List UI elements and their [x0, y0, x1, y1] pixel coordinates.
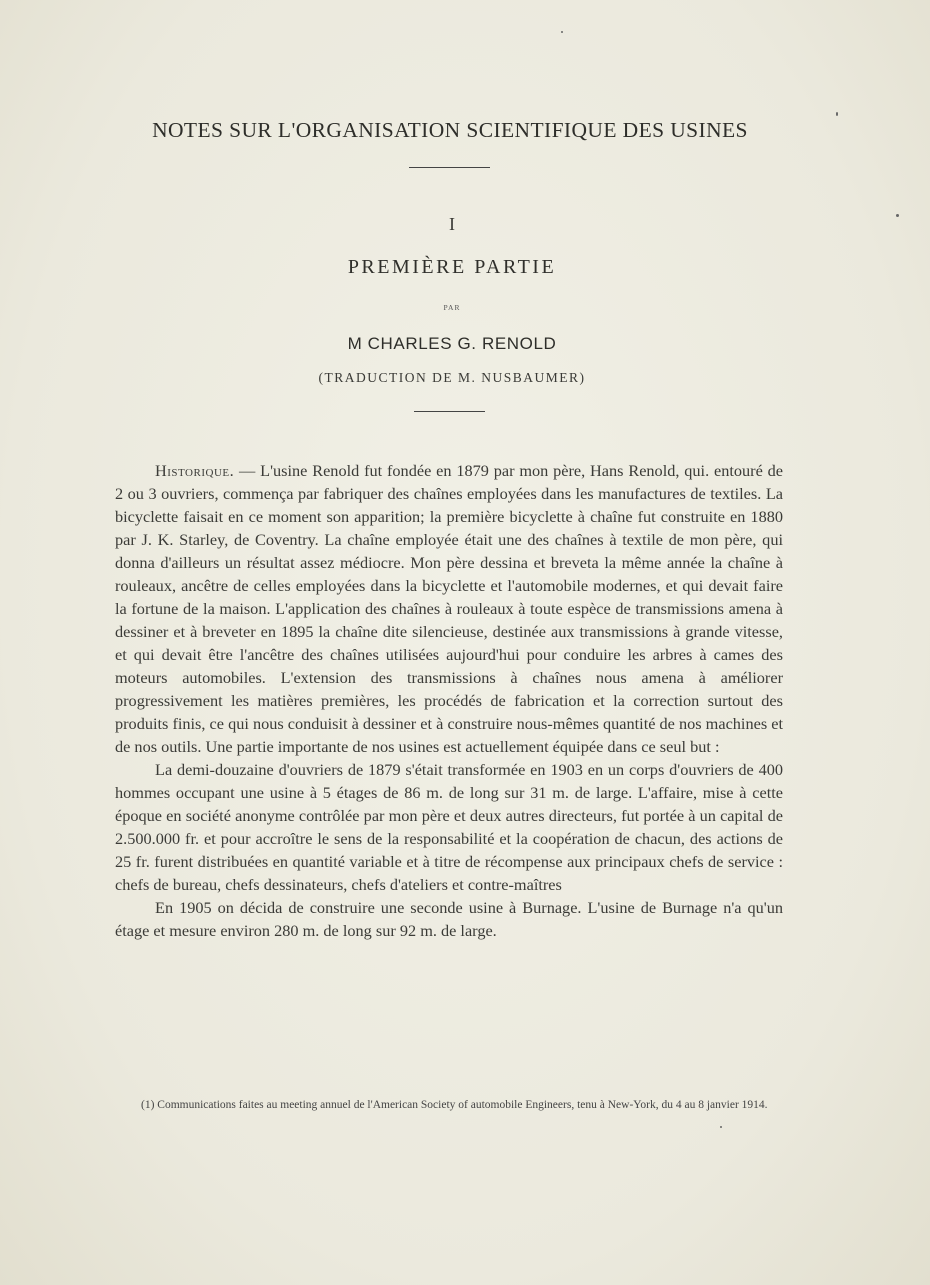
paragraph-1905 — [115, 896, 783, 942]
scan-speck — [561, 31, 563, 33]
section-number: I — [449, 214, 455, 234]
paragraph-text: — L'usine Renold fut fondée en 1879 par mon père, Hans Renold, qui. entouré de 2 ou 3 ouvriers, commença par fabriquer des chaînes employées dans les manufactures de textiles. La bicyclette faisait en ce moment son apparition; la première bicyclette à chaîne fut construite en 1880 par J. K. Starley, de Coventry. La chaîne employée était une des chaînes à textile de mon père, qui donna d'ailleurs un résultat assez médiocre. Mon père dessina et breveta la même année la chaîne à rouleaux, ancêtre de celles employées dans la bicyclette et l'automobile modernes, et qui devait faire la fortune de la maison. L'application des chaînes à rouleaux à toute espèce de transmissions amena à dessiner et à breveter en 1895 la chaîne dite silencieuse, destinée aux transmissions à grande vitesse, et qui devait être l'ancêtre des chaînes utilisées aujourd'hui pour conduire les arbres à cames des moteurs automobiles. L'extension des transmissions à chaînes nous amena à améliorer progressivement les matières premières, les procédés de fabrication et la correction surtout des produits finis, ce qui nous conduisit à dessiner et à construire nous-mêmes quantité de nos machines et de nos outils. Une partie importante de nos usines est actuellement équipée dans ce seul but : — [115, 461, 783, 756]
footnote — [115, 1097, 783, 1113]
footnote-text: (1) Communications faites au meeting annuel de l'American Society of automobile Engineers, tenu à New-York, du 4 au 8 janvier 1914. — [141, 1099, 768, 1111]
by-label: PAR — [443, 303, 461, 312]
paragraph-text: La demi-douzaine d'ouvriers de 1879 s'était transformée en 1903 en un corps d'ouvriers de 400 hommes occupant une usine à 5 étages de 86 m. de long sur 31 m. de large. L'affaire, mise à cette époque en société anonyme contrôlée par mon père et deux autres directeurs, fut portée à un capital de 2.500.000 fr. et pour accroître le sens de la responsabilité et la coopération de chacun, des actions de 25 fr. furent distribuées en quantité variable et à titre de récompense aux principaux chefs de service : chefs de bureau, chefs dessinateurs, chefs d'ateliers et contre-maîtres — [115, 760, 783, 894]
body-text — [115, 459, 783, 942]
document-title: NOTES SUR L'ORGANISATION SCIENTIFIQUE DES USINES — [152, 118, 748, 142]
paragraph-text: En 1905 on décida de construire une seconde usine à Burnage. L'usine de Burnage n'a qu'un étage et mesure environ 280 m. de long sur 92 m. de large. — [115, 898, 783, 940]
translation-credit: (TRADUCTION DE M. NUSBAUMER) — [318, 370, 586, 385]
scan-speck — [720, 1126, 722, 1128]
scan-speck — [836, 112, 838, 116]
scan-speck — [896, 214, 899, 217]
paragraph-historique — [115, 459, 783, 758]
paragraph-lead: Historique. — [155, 461, 235, 480]
title-divider — [409, 167, 490, 168]
part-title: PREMIÈRE PARTIE — [347, 256, 557, 278]
paragraph-1903 — [115, 758, 783, 896]
author-name: M CHARLES G. RENOLD — [347, 334, 557, 353]
header-divider — [414, 411, 485, 412]
